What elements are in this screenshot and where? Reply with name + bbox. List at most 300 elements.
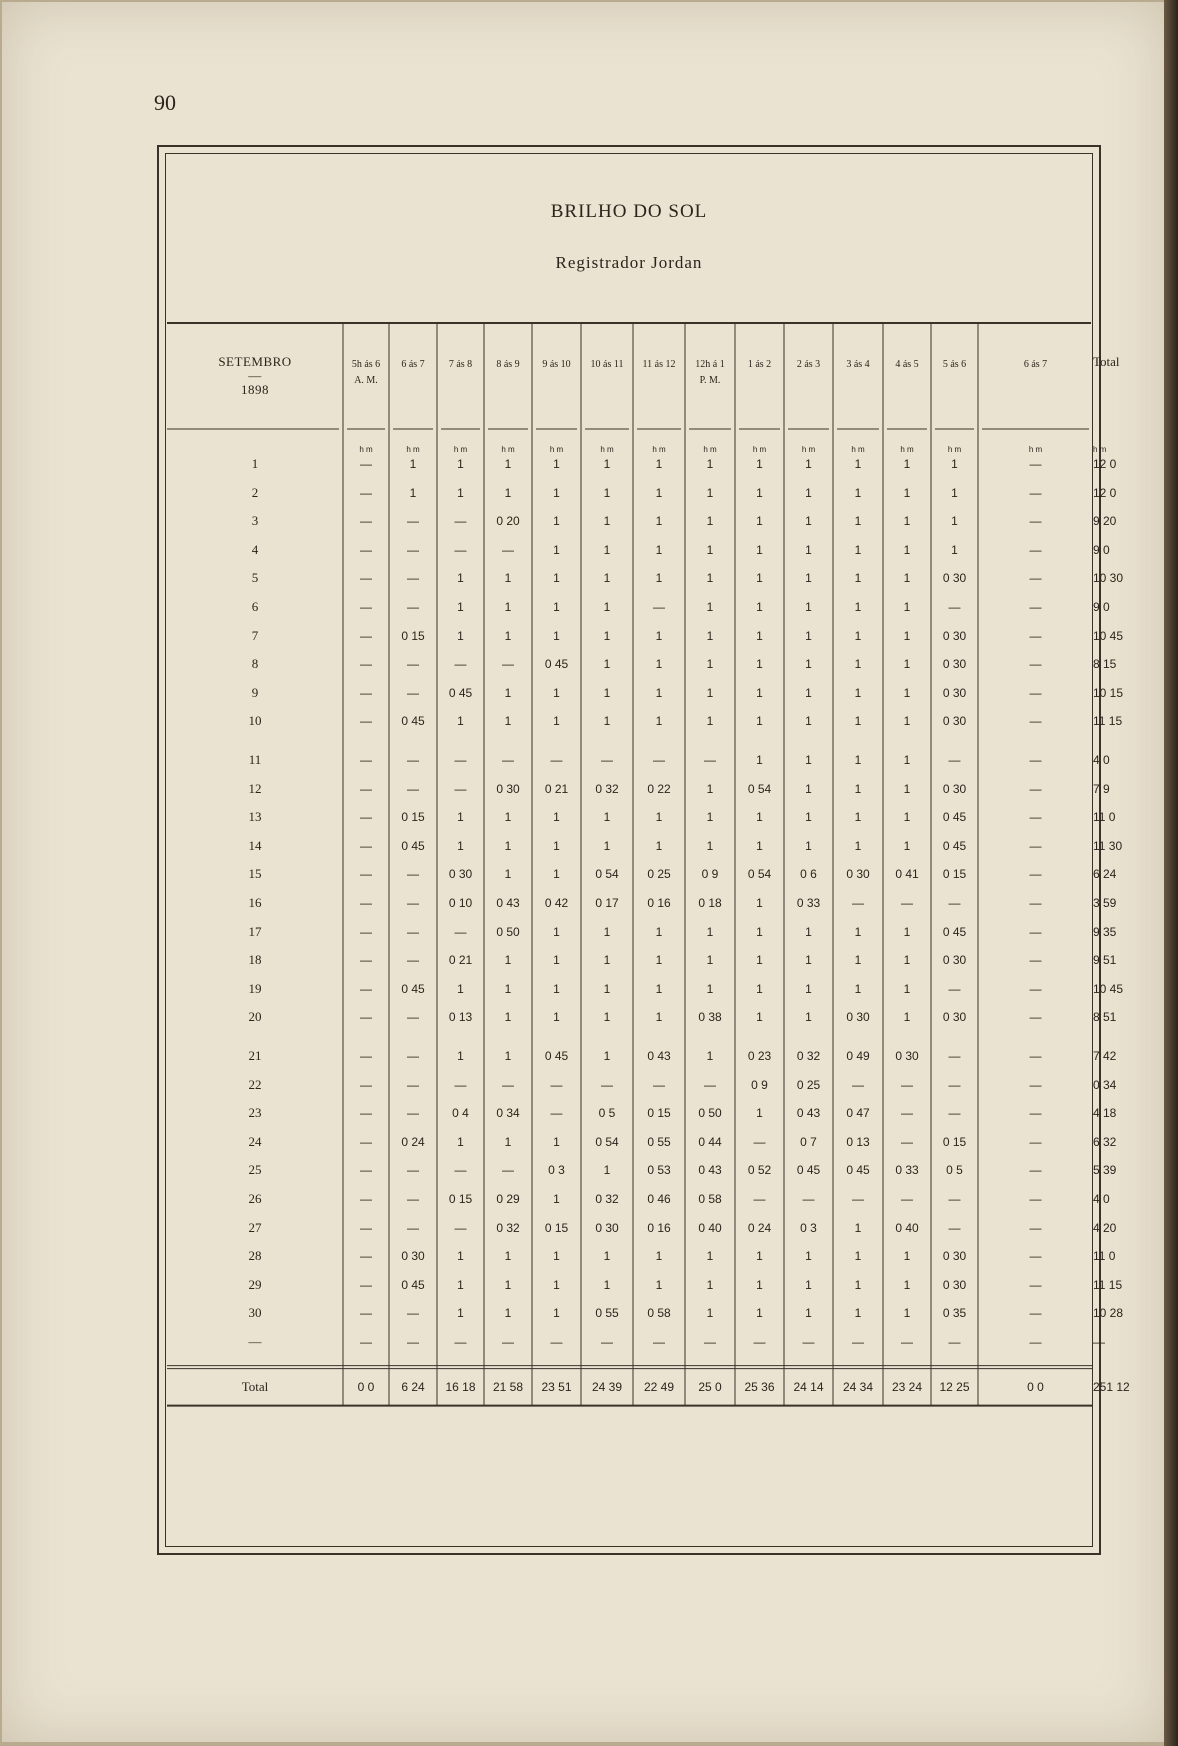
table-cell: — bbox=[1029, 1220, 1042, 1235]
day-label: 8 bbox=[251, 656, 259, 672]
day-label: 16 bbox=[248, 895, 262, 910]
day-label: 24 bbox=[248, 1133, 262, 1149]
table-cell: 1 bbox=[603, 542, 611, 557]
table-cell: 0 21 bbox=[448, 953, 473, 968]
day-label: 12 bbox=[248, 780, 262, 796]
table-cell: 1 bbox=[504, 867, 512, 882]
table-cell: 1 bbox=[951, 457, 958, 471]
table-cell: 1 bbox=[756, 1106, 763, 1121]
table-cell: 1 bbox=[706, 514, 714, 529]
table-cell: 10 45 bbox=[1093, 628, 1124, 643]
table-cell: 9 20 bbox=[1093, 514, 1117, 529]
table-cell: 1 bbox=[805, 924, 812, 939]
total-cell: 25 36 bbox=[744, 1379, 775, 1394]
table-cell: 0 3 bbox=[800, 1220, 817, 1235]
table-cell: 0 30 bbox=[846, 867, 870, 882]
table-cell: 0 33 bbox=[796, 896, 821, 910]
table-cell: 1 bbox=[854, 1220, 862, 1235]
table-cell: 0 30 bbox=[401, 1249, 425, 1264]
unit-label: h m bbox=[801, 445, 816, 454]
table-cell: 1 bbox=[903, 1010, 911, 1025]
table-cell: 1 bbox=[655, 1010, 663, 1025]
table-cell: — bbox=[360, 1335, 372, 1349]
total-cell: 12 25 bbox=[939, 1379, 970, 1394]
day-label: 19 bbox=[248, 980, 262, 996]
unit-label: h m bbox=[1093, 445, 1107, 454]
table-cell: 1 bbox=[504, 571, 512, 586]
pm-label: P. M. bbox=[699, 375, 721, 386]
table-cell: 1 bbox=[903, 753, 911, 767]
table-cell: — bbox=[1029, 924, 1042, 939]
table-cell: 1 bbox=[706, 810, 714, 825]
unit-label: h m bbox=[549, 445, 564, 454]
table-cell: 0 13 bbox=[846, 1134, 870, 1149]
table-cell: 1 bbox=[553, 571, 560, 586]
table-cell: 1 bbox=[756, 457, 763, 471]
column-header: 3 ás 4 bbox=[846, 359, 870, 370]
column-header: 6 ás 7 bbox=[1023, 359, 1048, 370]
table-cell: — bbox=[704, 1077, 716, 1092]
day-label: 17 bbox=[248, 923, 262, 939]
table-cell: 1 bbox=[457, 1134, 464, 1149]
table-cell: 1 bbox=[854, 542, 862, 557]
table-cell: 0 22 bbox=[647, 781, 671, 796]
table-cell: — bbox=[1029, 838, 1042, 853]
table-cell: 1 bbox=[603, 657, 611, 672]
table-cell: — bbox=[1029, 600, 1042, 614]
table-cell: 1 bbox=[854, 485, 862, 500]
table-cell: 1 bbox=[553, 924, 560, 939]
table-cell: 1 bbox=[603, 924, 611, 939]
table-cell: 0 32 bbox=[595, 1192, 619, 1206]
table-cell: 0 13 bbox=[448, 1010, 473, 1025]
table-cell: 0 30 bbox=[942, 657, 967, 672]
table-cell: — bbox=[901, 896, 913, 910]
table-cell: 1 bbox=[706, 657, 714, 672]
table-cell: 7 9 bbox=[1093, 781, 1110, 796]
table-cell: 1 bbox=[553, 867, 560, 882]
table-cell: — bbox=[653, 1077, 665, 1092]
table-cell: 1 bbox=[457, 457, 464, 471]
table-cell: 1 bbox=[706, 1049, 714, 1063]
table-cell: — bbox=[454, 781, 467, 796]
table-cell: 1 bbox=[504, 600, 512, 614]
column-header: 2 ás 3 bbox=[796, 359, 821, 370]
table-cell: 1 bbox=[903, 485, 911, 500]
column-header: 5h ás 6 bbox=[351, 359, 381, 370]
table-cell: 1 bbox=[457, 600, 464, 614]
table-cell: 1 bbox=[854, 981, 862, 996]
table-cell: 1 bbox=[457, 1277, 464, 1292]
month-year-separator: — bbox=[248, 368, 262, 383]
table-cell: 1 bbox=[854, 1306, 862, 1321]
table-cell: 9 0 bbox=[1093, 542, 1110, 557]
total-cell: 25 0 bbox=[698, 1379, 722, 1394]
table-cell: 0 16 bbox=[647, 896, 671, 910]
table-cell: — bbox=[502, 753, 514, 767]
am-label: A. M. bbox=[354, 375, 378, 386]
table-cell: 1 bbox=[457, 485, 464, 500]
table-cell: 1 bbox=[756, 1277, 763, 1292]
table-cell: 0 15 bbox=[647, 1106, 671, 1121]
table-cell: 0 43 bbox=[796, 1106, 821, 1121]
table-cell: — bbox=[407, 1163, 419, 1178]
table-cell: — bbox=[550, 753, 563, 767]
table-cell: 0 25 bbox=[647, 867, 671, 882]
table-cell: — bbox=[948, 600, 961, 614]
table-cell: — bbox=[601, 1335, 613, 1349]
table-cell: 0 30 bbox=[942, 714, 967, 729]
table-cell: 1 bbox=[805, 657, 812, 672]
table-cell: 1 bbox=[854, 657, 862, 672]
table-cell: — bbox=[407, 1106, 419, 1121]
table-cell: 1 bbox=[655, 628, 663, 643]
table-cell: — bbox=[454, 924, 467, 939]
table-cell: — bbox=[1029, 1277, 1042, 1292]
table-cell: 1 bbox=[805, 628, 812, 643]
table-cell: 0 32 bbox=[595, 781, 619, 796]
table-cell: 0 43 bbox=[647, 1049, 671, 1063]
table-cell: — bbox=[550, 1335, 563, 1349]
table-cell: — bbox=[360, 1077, 372, 1092]
table-cell: — bbox=[407, 1049, 419, 1063]
day-label: 27 bbox=[248, 1219, 262, 1235]
month-header: SETEMBRO bbox=[218, 354, 292, 369]
table-cell: 0 46 bbox=[647, 1192, 671, 1206]
table-cell: 0 7 bbox=[800, 1134, 817, 1149]
table-cell: — bbox=[948, 1049, 961, 1063]
table-cell: — bbox=[360, 753, 372, 767]
page bbox=[2, 2, 1166, 1742]
table-cell: 1 bbox=[903, 953, 911, 968]
table-cell: — bbox=[948, 1220, 961, 1235]
total-cell: 23 51 bbox=[541, 1379, 572, 1394]
unit-label: h m bbox=[900, 445, 914, 454]
table-cell: 0 45 bbox=[796, 1163, 821, 1178]
table-cell: 1 bbox=[903, 714, 911, 729]
table-cell: 1 bbox=[706, 924, 714, 939]
table-cell: 0 3 bbox=[548, 1163, 565, 1178]
unit-label: h m bbox=[359, 445, 373, 454]
day-label: 4 bbox=[251, 541, 259, 557]
table-cell: — bbox=[454, 657, 467, 672]
table-cell: — bbox=[1029, 514, 1042, 529]
table-cell: — bbox=[360, 685, 372, 700]
table-cell: — bbox=[407, 514, 419, 529]
day-label: 9 bbox=[251, 684, 259, 700]
table-cell: 0 58 bbox=[647, 1306, 671, 1321]
day-label: 11 bbox=[248, 752, 262, 767]
table-cell: 0 6 bbox=[800, 867, 817, 882]
day-label: 23 bbox=[248, 1105, 262, 1121]
table-cell: — bbox=[601, 1077, 613, 1092]
table-cell: 1 bbox=[805, 781, 812, 796]
unit-label: h m bbox=[453, 445, 468, 454]
table-cell: — bbox=[1029, 571, 1042, 586]
table-cell: 1 bbox=[756, 981, 763, 996]
column-header: 12h á 1 bbox=[695, 359, 725, 370]
table-cell: 0 45 bbox=[942, 810, 967, 825]
table-cell: 1 bbox=[903, 924, 911, 939]
table-cell: — bbox=[407, 600, 419, 614]
table-cell: 4 18 bbox=[1093, 1106, 1117, 1121]
table-cell: 1 bbox=[504, 714, 512, 729]
unit-label: h m bbox=[752, 445, 767, 454]
table-cell: 12 0 bbox=[1093, 457, 1117, 471]
table-cell: 1 bbox=[553, 542, 560, 557]
table-cell: 1 bbox=[854, 714, 862, 729]
table-cell: 1 bbox=[854, 953, 862, 968]
table-cell: 1 bbox=[504, 981, 512, 996]
table-cell: — bbox=[1029, 810, 1042, 825]
table-cell: 11 15 bbox=[1093, 714, 1123, 729]
table-cell: 1 bbox=[903, 781, 911, 796]
table-cell: 1 bbox=[903, 685, 911, 700]
table-cell: 0 38 bbox=[698, 1010, 722, 1025]
table-cell: — bbox=[901, 1192, 913, 1206]
table-cell: 0 45 bbox=[846, 1163, 870, 1178]
table-cell: 1 bbox=[504, 457, 512, 471]
table-cell: — bbox=[360, 571, 372, 586]
table-cell: — bbox=[1029, 1163, 1042, 1178]
table-cell: — bbox=[407, 1077, 419, 1092]
day-label: 13 bbox=[248, 809, 262, 825]
total-cell: 24 14 bbox=[793, 1379, 824, 1394]
unit-label: h m bbox=[703, 445, 717, 454]
table-cell: 1 bbox=[805, 685, 812, 700]
table-cell: 1 bbox=[706, 714, 714, 729]
table-cell: — bbox=[1029, 753, 1042, 767]
table-cell: 1 bbox=[951, 485, 958, 500]
table-cell: — bbox=[360, 896, 372, 910]
table-cell: 1 bbox=[603, 981, 611, 996]
table-cell: 1 bbox=[756, 896, 763, 910]
column-header: 6 ás 7 bbox=[401, 359, 425, 370]
day-label: 18 bbox=[248, 952, 262, 968]
table-cell: 1 bbox=[756, 542, 763, 557]
table-cell: 1 bbox=[903, 810, 911, 825]
table-cell: 1 bbox=[655, 685, 663, 700]
table-cell: — bbox=[360, 1192, 372, 1206]
table-cell: — bbox=[360, 1163, 372, 1178]
table-cell: — bbox=[407, 781, 419, 796]
table-cell: 1 bbox=[756, 571, 763, 586]
table-cell: 11 0 bbox=[1093, 1249, 1116, 1264]
table-cell: 0 40 bbox=[698, 1220, 722, 1235]
table-cell: 1 bbox=[706, 485, 714, 500]
table-cell: 0 45 bbox=[544, 1049, 569, 1063]
table-cell: — bbox=[1029, 867, 1042, 882]
table-cell: 0 50 bbox=[496, 924, 520, 939]
table-cell: — bbox=[948, 1335, 961, 1349]
table-cell: 1 bbox=[655, 514, 663, 529]
table-cell: 1 bbox=[409, 485, 417, 500]
day-label: — bbox=[248, 1334, 262, 1349]
table-cell: — bbox=[1029, 1192, 1042, 1206]
table-cell: — bbox=[704, 753, 716, 767]
table-cell: 1 bbox=[457, 1306, 464, 1321]
table-cell: 1 bbox=[854, 628, 862, 643]
table-cell: — bbox=[360, 1106, 372, 1121]
table-cell: — bbox=[704, 1335, 716, 1349]
table-cell: 0 30 bbox=[496, 781, 520, 796]
table-cell: 0 32 bbox=[496, 1220, 520, 1235]
table-cell: — bbox=[407, 571, 419, 586]
table-cell: 1 bbox=[706, 685, 714, 700]
total-cell: 251 12 bbox=[1093, 1379, 1130, 1394]
unit-label: h m bbox=[652, 445, 666, 454]
table-cell: 1 bbox=[655, 810, 663, 825]
table-cell: — bbox=[653, 753, 665, 767]
table-cell: 0 15 bbox=[942, 867, 967, 882]
table-cell: 1 bbox=[553, 981, 560, 996]
table-cell: 1 bbox=[603, 600, 611, 614]
table-cell: 1 bbox=[706, 953, 714, 968]
table-cell: 1 bbox=[706, 1277, 714, 1292]
table-cell: 0 30 bbox=[846, 1010, 870, 1025]
table-cell: 0 20 bbox=[496, 514, 520, 529]
table-cell: — bbox=[454, 542, 467, 557]
table-cell: — bbox=[407, 685, 419, 700]
table-cell: 1 bbox=[756, 953, 763, 968]
table-cell: — bbox=[948, 1077, 961, 1092]
table-cell: — bbox=[1029, 685, 1042, 700]
table-cell: 1 bbox=[805, 514, 812, 529]
table-cell: — bbox=[1029, 1134, 1042, 1149]
table-cell: — bbox=[407, 657, 419, 672]
table-cell: — bbox=[901, 1106, 913, 1121]
table-cell: 1 bbox=[603, 1249, 611, 1264]
table-cell: 1 bbox=[504, 1010, 512, 1025]
table-cell: 4 0 bbox=[1093, 1192, 1110, 1206]
day-label: 15 bbox=[248, 866, 262, 882]
table-cell: 1 bbox=[903, 571, 911, 586]
table-cell: — bbox=[407, 867, 419, 882]
column-header: 5 ás 6 bbox=[942, 359, 967, 370]
table-cell: — bbox=[901, 1335, 913, 1349]
table-cell: 1 bbox=[756, 753, 763, 767]
table-cell: — bbox=[1093, 1335, 1105, 1349]
table-cell: 0 45 bbox=[401, 1277, 425, 1292]
table-cell: 1 bbox=[603, 457, 611, 471]
table-cell: 1 bbox=[603, 714, 611, 729]
day-label: 7 bbox=[251, 627, 259, 643]
table-cell: 1 bbox=[655, 1277, 663, 1292]
table-cell: 1 bbox=[903, 1277, 911, 1292]
table-cell: 1 bbox=[553, 1277, 560, 1292]
table-cell: 0 30 bbox=[895, 1049, 919, 1063]
table-cell: — bbox=[802, 1192, 815, 1206]
column-header: 8 ás 9 bbox=[496, 359, 520, 370]
table-cell: — bbox=[407, 1010, 419, 1025]
table-cell: 0 25 bbox=[796, 1077, 821, 1092]
table-cell: — bbox=[1029, 714, 1042, 729]
table-cell: 1 bbox=[805, 838, 812, 853]
table-cell: — bbox=[852, 1192, 864, 1206]
table-cell: 9 51 bbox=[1093, 953, 1117, 968]
table-cell: 1 bbox=[854, 1249, 862, 1264]
total-cell: 0 0 bbox=[1027, 1379, 1044, 1394]
table-cell: — bbox=[802, 1335, 815, 1349]
table-cell: 0 45 bbox=[942, 924, 967, 939]
total-cell: 23 24 bbox=[891, 1379, 923, 1394]
table-cell: — bbox=[901, 1134, 913, 1149]
table-cell: — bbox=[1029, 628, 1042, 643]
unit-label: h m bbox=[501, 445, 515, 454]
table-cell: — bbox=[407, 1220, 419, 1235]
table-cell: 0 40 bbox=[895, 1220, 919, 1235]
day-label: 10 bbox=[248, 713, 262, 729]
table-cell: 0 30 bbox=[448, 867, 473, 882]
column-header: 9 ás 10 bbox=[542, 359, 571, 370]
day-label: 29 bbox=[248, 1276, 262, 1292]
table-cell: 0 29 bbox=[496, 1192, 520, 1206]
total-cell: 24 34 bbox=[842, 1379, 874, 1394]
total-cell: 16 18 bbox=[445, 1379, 476, 1394]
total-cell: 24 39 bbox=[591, 1379, 623, 1394]
table-cell: 0 34 bbox=[496, 1106, 520, 1121]
table-cell: 1 bbox=[854, 810, 862, 825]
table-cell: — bbox=[360, 542, 372, 557]
table-cell: — bbox=[407, 753, 419, 767]
table-cell: 7 42 bbox=[1093, 1049, 1117, 1063]
table-cell: 0 54 bbox=[595, 1134, 619, 1149]
table-cell: 1 bbox=[805, 600, 812, 614]
table-cell: 0 45 bbox=[401, 981, 425, 996]
table-cell: — bbox=[948, 1192, 961, 1206]
table-cell: 0 15 bbox=[942, 1134, 967, 1149]
table-cell: — bbox=[454, 1220, 467, 1235]
table-cell: 1 bbox=[756, 628, 763, 643]
table-cell: 1 bbox=[504, 1306, 512, 1321]
table-cell: — bbox=[1029, 1049, 1042, 1063]
table-cell: 1 bbox=[756, 714, 763, 729]
table-cell: 1 bbox=[706, 981, 714, 996]
table-cell: 1 bbox=[553, 1249, 560, 1264]
table-cell: 1 bbox=[553, 600, 560, 614]
table-cell: — bbox=[502, 1335, 514, 1349]
table-cell: — bbox=[1029, 981, 1042, 996]
table-cell: 0 54 bbox=[747, 781, 772, 796]
table-cell: 1 bbox=[553, 810, 560, 825]
table-cell: 1 bbox=[756, 1249, 763, 1264]
table-cell: 1 bbox=[756, 657, 763, 672]
table-cell: 0 44 bbox=[698, 1134, 722, 1149]
table-cell: 10 30 bbox=[1093, 571, 1124, 586]
total-cell: 22 49 bbox=[643, 1379, 675, 1394]
table-cell: 4 20 bbox=[1093, 1220, 1117, 1235]
table-cell: — bbox=[407, 1192, 419, 1206]
unit-label: h m bbox=[1028, 445, 1043, 454]
table-cell: 1 bbox=[504, 685, 512, 700]
table-cell: 1 bbox=[805, 457, 812, 471]
table-cell: 0 30 bbox=[942, 1249, 967, 1264]
table-cell: 1 bbox=[655, 457, 663, 471]
table-cell: 1 bbox=[655, 714, 663, 729]
table-cell: — bbox=[753, 1134, 766, 1149]
table-cell: 1 bbox=[457, 981, 464, 996]
table-cell: — bbox=[1029, 1010, 1042, 1025]
table-cell: 6 24 bbox=[1093, 867, 1117, 882]
table-cell: 1 bbox=[603, 485, 611, 500]
table-cell: 1 bbox=[854, 753, 862, 767]
table-cell: 1 bbox=[903, 657, 911, 672]
table-cell: 0 43 bbox=[698, 1163, 722, 1178]
table-cell: 1 bbox=[655, 924, 663, 939]
unit-label: h m bbox=[851, 445, 865, 454]
table-cell: 1 bbox=[854, 571, 862, 586]
table-cell: — bbox=[360, 924, 372, 939]
